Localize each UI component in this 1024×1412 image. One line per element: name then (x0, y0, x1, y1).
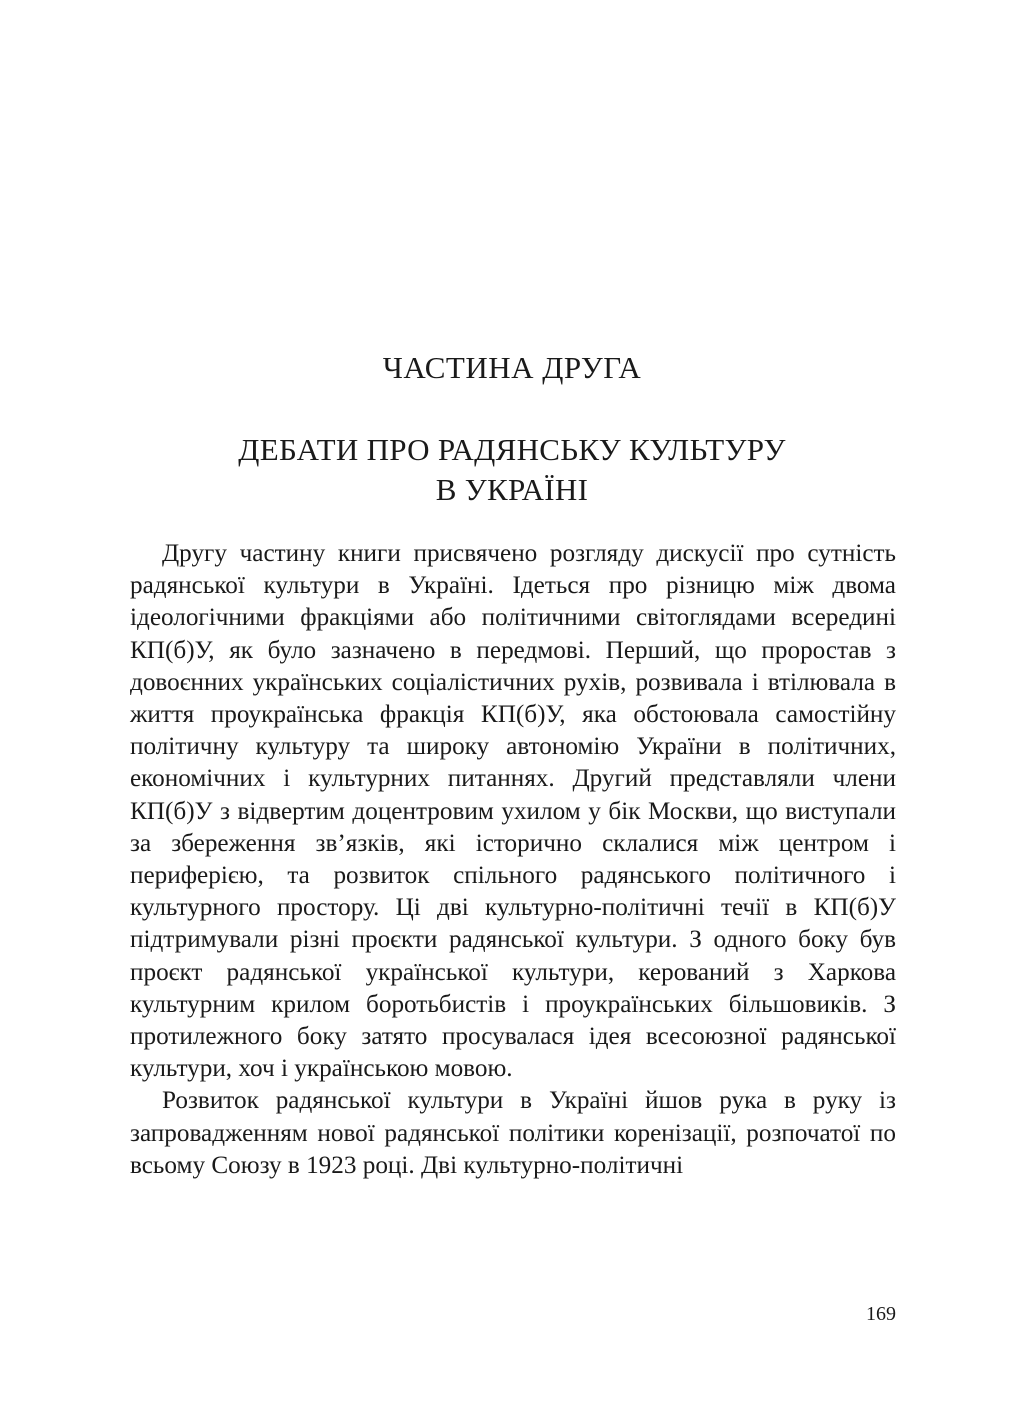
paragraph-1: Другу частину книги присвячено розгляду дискусії про сутність радянської культури в Україні. Ідеться про різницю між двома ідеологічними фракціями або політичними світоглядами всередині КП(б)У, як було зазначено в передмові. Перший, що проростав з довоєнних українських соціалістичних рухів, розвивала і втілювала в життя проукраїнська фракція КП(б)У, яка обстоювала самостійну політичну культуру та широку автономію України в політичних, економічних і культурних питаннях. Другий представляли члени КП(б)У з відвертим доцентровим ухилом у бік Москви, що виступали за збереження зв’язків, які історично склалися між центром і периферією, та розвиток спільного радянського політичного і культурного простору. Ці дві культурно-політичні течії в КП(б)У підтримували різні проєкти радянської культури. З одного боку був проєкт радянської української культури, керований з Харкова культурним крилом боротьбистів і проукраїнських більшовиків. З протилежного боку затято просувалася ідея всесоюзної радянської культури, хоч і українською мовою. (130, 540, 896, 1083)
chapter-title-line-2: В УКРАЇНІ (435, 472, 589, 507)
page-number: 169 (866, 1303, 896, 1325)
body-text (130, 538, 896, 1182)
paragraph-2: Розвиток радянської культури в Україні йшов рука в руку із запровадженням нової радянської політики коренізації, розпочатої по всьому Союзу в 1923 році. Дві культурно-політичні (130, 1087, 896, 1179)
part-title: ЧАСТИНА ДРУГА (382, 350, 642, 385)
chapter-title-line-1: ДЕБАТИ ПРО РАДЯНСЬКУ КУЛЬТУРУ (238, 432, 786, 467)
chapter-title (0, 430, 1024, 510)
